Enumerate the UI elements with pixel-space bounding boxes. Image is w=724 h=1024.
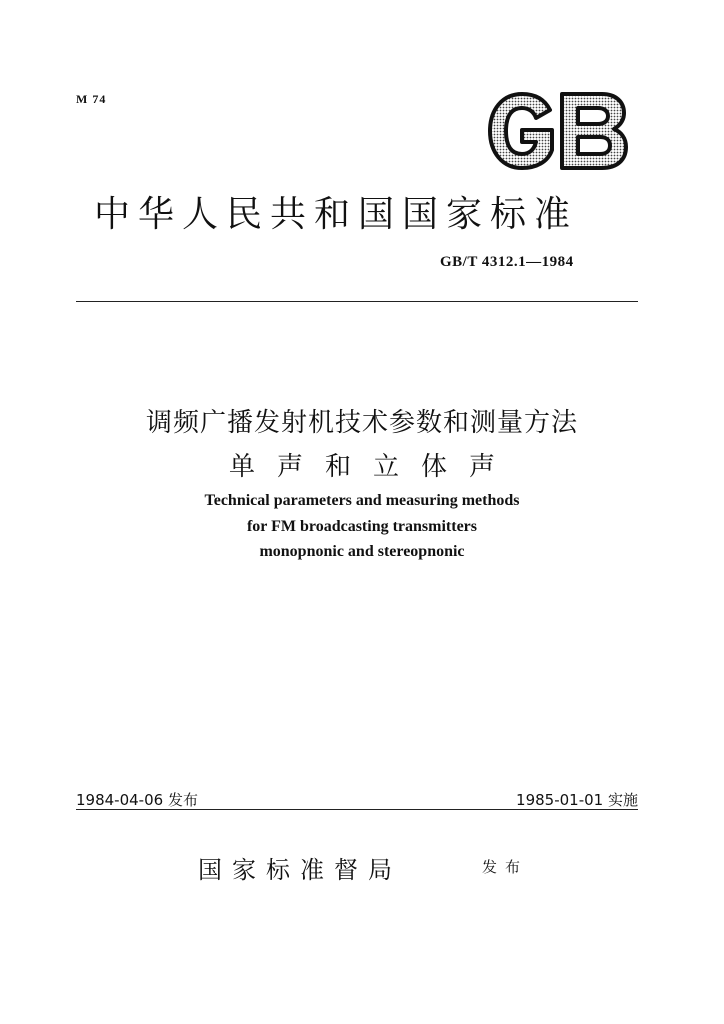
top-divider xyxy=(76,301,638,302)
implementation-date: 1985-01-01 实施 xyxy=(516,791,638,809)
subtitle-chinese: 单声和立体声 xyxy=(228,452,517,482)
title-english-line-1: Technical parameters and measuring methods xyxy=(204,492,520,509)
bottom-divider xyxy=(76,809,638,810)
issue-action: 发布 xyxy=(482,858,529,876)
title-english-line-2: for FM broadcasting transmitters xyxy=(246,518,478,535)
title-english-line-3: monopnonic and stereopnonic xyxy=(259,543,465,560)
gb-logo-mark xyxy=(484,88,630,174)
issuing-authority: 国家标准督局 xyxy=(198,856,402,884)
issue-date: 1984-04-06 发布 xyxy=(76,791,198,809)
national-standard-heading: 中华人民共和国国家标准 xyxy=(94,194,579,235)
title-chinese: 调频广播发射机技术参数和测量方法 xyxy=(145,408,578,438)
standard-number: GB/T 4312.1—1984 xyxy=(440,254,574,270)
classification-code: M 74 xyxy=(76,92,107,106)
